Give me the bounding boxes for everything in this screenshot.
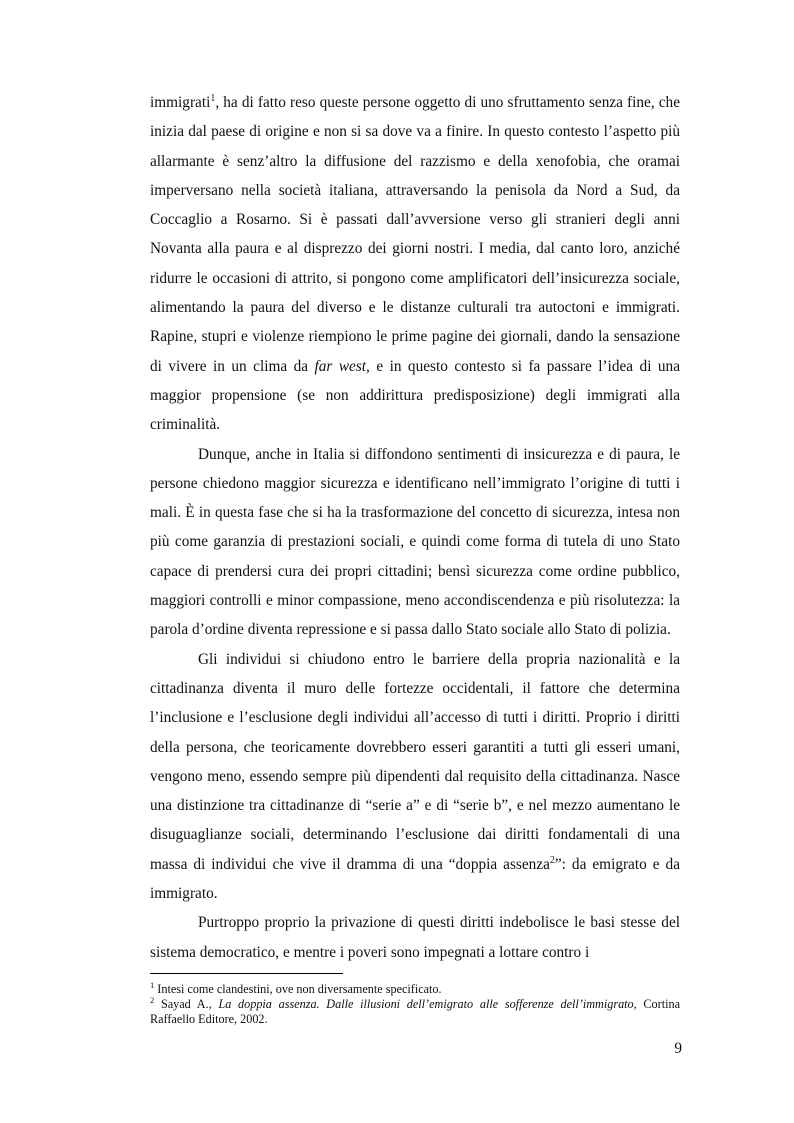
text-run: e in questo contesto si fa passare l’idea di una maggior propensione (se non addirittura predisposizione) degli immigrati alla criminalità.	[150, 357, 680, 434]
footnotes	[150, 979, 680, 1027]
text-run: Purtroppo proprio la privazione di questi diritti indebolisce le basi stesse del sistema democratico, e mentre i poveri sono impegnati a lottare contro i	[150, 914, 680, 961]
footnote-reference: 1	[210, 92, 216, 104]
footnote	[150, 994, 680, 1027]
text-run: immigrati	[150, 94, 211, 111]
text-run: Dunque, anche in Italia si diffondono sentimenti di insicurezza e di paura, le persone chiedono maggior sicurezza e identificano nell’immigrato l’origine di tutti i mali. È in questa fase che si ha la trasformazione del concetto di sicurezza, intesa non più come garanzia di prestazioni sociali, e quindi come forma di tutela di uno Stato capace di prendersi cura dei propri cittadini; bensì sicurezza come ordine pubblico, maggiori controlli e minor compassione, meno accondiscendenza e più risolutezza: la parola d’ordine diventa repressione e si passa dallo Stato sociale allo Stato di polizia.	[150, 445, 680, 639]
body-text	[150, 88, 680, 967]
text-run: Intesi come clandestini, ove non diversamente specificato.	[154, 982, 442, 996]
paragraph	[150, 645, 680, 909]
paragraph	[150, 88, 680, 440]
text-run: Cortina Raffaello Editore, 2002.	[150, 997, 680, 1026]
italic-text: far west,	[314, 357, 370, 375]
text-run: , ha di fatto reso queste persone oggetto di uno sfruttamento senza fine, che inizia dal paese di origine e non si sa dove va a finire. In questo contesto l’aspetto più allarmante è senz’altro la diffusione del razzismo e della xenofobia, che oramai imperversano nella società italiana, attraversando la penisola da Nord a Sud, da Coccaglio a Rosarno. Si è passati dall’avversione verso gli stranieri degli anni Novanta alla paura e al disprezzo dei giorni nostri. I media, dal canto loro, anziché ridurre le occasioni di attrito, si pongono come amplificatori dell’insicurezza sociale, alimentando la paura del diverso e le distanze culturali tra autoctoni e immigrati. Rapine, stupri e violenze riempiono le prime pagine dei giornali, dando la sensazione di vivere in un clima da	[150, 94, 680, 375]
footnote-reference: 2	[549, 854, 555, 866]
footnote-separator	[150, 973, 343, 974]
paragraph	[150, 440, 680, 645]
page-number: 9	[674, 1040, 682, 1057]
footnote-reference: 2	[150, 994, 155, 1005]
text-run: ”: da emigrato e da immigrato.	[150, 855, 680, 903]
footnote	[150, 979, 680, 997]
text-run: Gli individui si chiudono entro le barriere della propria nazionalità e la cittadinanza diventa il muro delle fortezze occidentali, il fattore che determina l’inclusione e l’esclusione degli individui all’accesso di tutti i diritti. Proprio i diritti della persona, che teoricamente dovrebbero esseri garantiti a tutti gli esseri umani, vengono meno, essendo sempre più dipendenti dal requisito della cittadinanza. Nasce una distinzione tra cittadinanze di “serie a” e di “serie b”, e nel mezzo aumentano le disuguaglianze sociali, determinando l’esclusione dai diritti fondamentali di una massa di individui che vive il dramma di una “doppia assenza	[150, 650, 680, 873]
paragraph	[150, 908, 680, 967]
italic-text: La doppia assenza. Dalle illusioni dell’emigrato alle sofferenze dell’immigrato,	[218, 997, 637, 1011]
footnote-reference: 1	[150, 979, 155, 990]
text-run: Sayad A.,	[154, 997, 219, 1011]
